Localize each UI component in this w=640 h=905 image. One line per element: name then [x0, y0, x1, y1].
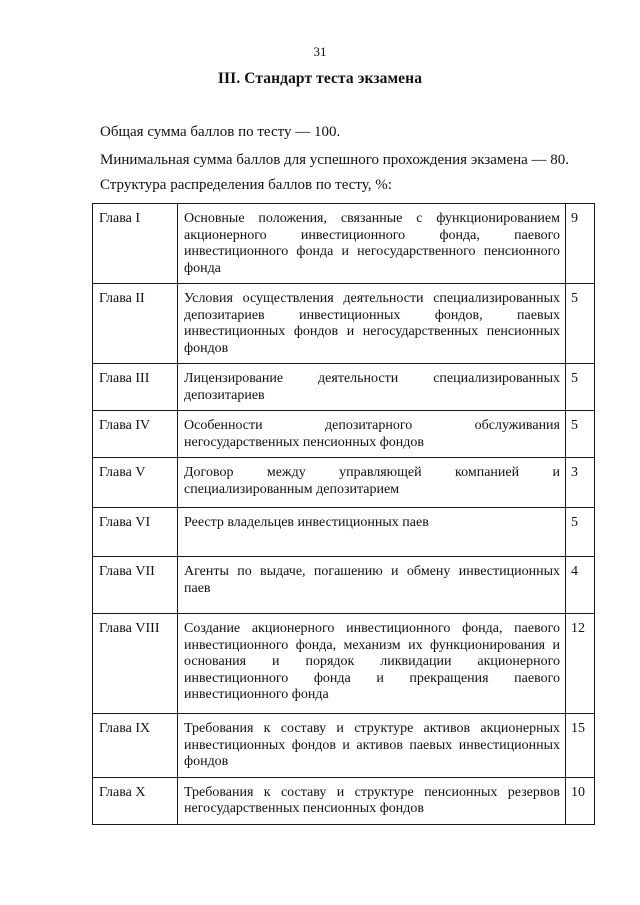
- table-row: [93, 411, 595, 458]
- points-cell: 4: [566, 557, 595, 614]
- description-cell: Реестр владельцев инвестиционных паев: [178, 508, 566, 557]
- chapter-cell: Глава VII: [93, 557, 178, 614]
- points-cell: 5: [566, 284, 595, 364]
- points-cell: 5: [566, 364, 595, 411]
- table-row: [93, 777, 595, 824]
- chapter-cell: Глава VI: [93, 508, 178, 557]
- points-cell: 9: [566, 204, 595, 284]
- chapter-cell: Глава II: [93, 284, 178, 364]
- description-cell: Особенности депозитарного обслуживания негосударственных пенсионных фондов: [178, 411, 566, 458]
- total-score-line: Общая сумма баллов по тесту — 100.: [100, 124, 341, 140]
- points-cell: 5: [566, 508, 595, 557]
- points-cell: 5: [566, 411, 595, 458]
- chapter-cell: Глава X: [93, 777, 178, 824]
- table-row: [93, 364, 595, 411]
- points-cell: 3: [566, 458, 595, 508]
- points-cell: 15: [566, 714, 595, 778]
- description-cell: Основные положения, связанные с функционированием акционерного инвестиционного фонда, паевого инвестиционного фонда и негосударственного пенсионного фонда: [178, 204, 566, 284]
- structure-caption: Структура распределения баллов по тесту, %:: [100, 177, 392, 193]
- table-row: [93, 614, 595, 714]
- chapter-cell: Глава V: [93, 458, 178, 508]
- points-cell: 10: [566, 777, 595, 824]
- score-distribution-table: [92, 203, 595, 825]
- description-cell: Требования к составу и структуре активов акционерных инвестиционных фондов и активов паевых инвестиционных фондов: [178, 714, 566, 778]
- page-number: 31: [313, 44, 327, 59]
- description-cell: Создание акционерного инвестиционного фонда, паевого инвестиционного фонда, механизм их функционирования и основания и порядок ликвидации акционерного инвестиционного фонда и прекращения паевого инвестиционного фонда: [178, 614, 566, 714]
- chapter-cell: Глава IV: [93, 411, 178, 458]
- minimum-score-line: Минимальная сумма баллов для успешного прохождения экзамена — 80.: [100, 152, 570, 168]
- description-cell: Лицензирование деятельности специализированных депозитариев: [178, 364, 566, 411]
- chapter-cell: Глава III: [93, 364, 178, 411]
- description-cell: Условия осуществления деятельности специализированных депозитариев инвестиционных фондов, паевых инвестиционных фондов и негосударственных пенсионных фондов: [178, 284, 566, 364]
- chapter-cell: Глава I: [93, 204, 178, 284]
- table-row: [93, 714, 595, 778]
- chapter-cell: Глава VIII: [93, 614, 178, 714]
- section-title: III. Стандарт теста экзамена: [217, 70, 423, 87]
- table-row: [93, 557, 595, 614]
- table-row: [93, 204, 595, 284]
- chapter-cell: Глава IX: [93, 714, 178, 778]
- points-cell: 12: [566, 614, 595, 714]
- description-cell: Агенты по выдаче, погашению и обмену инвестиционных паев: [178, 557, 566, 614]
- description-cell: Договор между управляющей компанией и специализированным депозитарием: [178, 458, 566, 508]
- table-row: [93, 458, 595, 508]
- description-cell: Требования к составу и структуре пенсионных резервов негосударственных пенсионных фондов: [178, 777, 566, 824]
- table-row: [93, 508, 595, 557]
- table-row: [93, 284, 595, 364]
